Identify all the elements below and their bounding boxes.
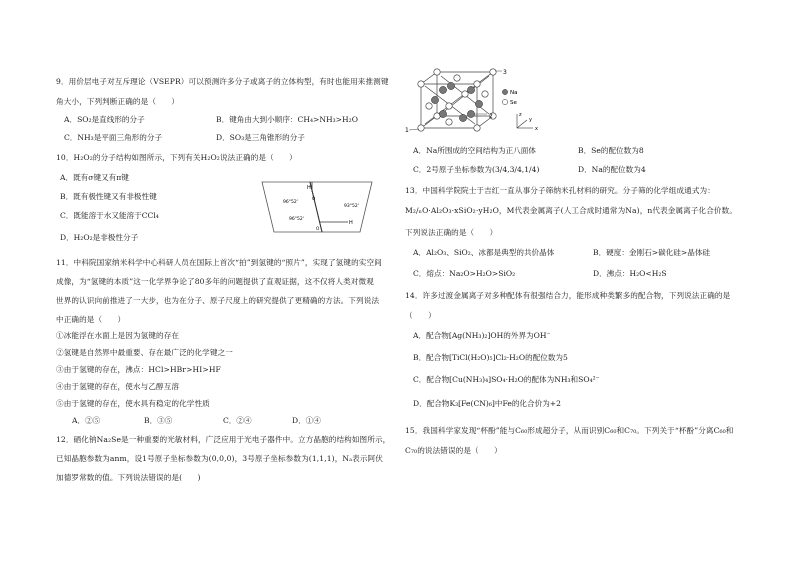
q13-stem-line1: 13．中国科学院院士于吉红一直从事分子筛纳米孔材料的研究。分子筛的化学组成通式为： (405, 186, 715, 195)
q9-option-b: B．键角由大到小顺序：CH₄>NH₃>H₂O (216, 115, 358, 124)
axis-y-label: y (529, 117, 532, 123)
label1-pointer (409, 129, 419, 130)
axis-x-label: x (535, 126, 538, 132)
q14-option-a: A．配合物[Ag(NH₃)₂]OH的外界为OH⁻ (413, 331, 551, 340)
atom-h-top: H (307, 185, 311, 191)
atom-label-1: 1 (405, 127, 409, 134)
angle-label-1: 96°52' (283, 200, 298, 205)
q15-stem-line1: 15．我国科学家发现“杯酚”能与C₆₀形成超分子，从而识别C₆₀和C₇₀。下列关于“杯酚”分离C₆₀和 (405, 426, 734, 435)
q11-stem-line3: 世界的认识向前推进了一大步，也为在分子、原子尺度上的研究提供了更精确的方法。下列说法 (56, 296, 380, 305)
q12-stem-line2: 已知晶胞参数为anm，设1号原子坐标参数为(0,0,0)，3号原子坐标参数为(1,1,1)，Nₐ表示阿伏 (56, 454, 383, 463)
angle-label-3: 96°52' (289, 217, 304, 222)
q11-stem-line2: 成像，为“氢键的本质”这一化学界争论了80多年的问题提供了直观证据，这不仅将人类对微观 (56, 277, 374, 286)
q11-statement-1: ①冰能浮在水面上是因为氢键的存在 (56, 331, 180, 340)
q15-stem-line2: C₇₀的说法错误的是（ ） (405, 446, 502, 455)
legend-se-marker (502, 99, 507, 104)
q10-option-c: C．既能溶于水又能溶于CCl₄ (60, 211, 159, 220)
q11-option-a: A．②⑤ (72, 416, 101, 425)
q11-option-c: C．②④ (223, 416, 252, 425)
q13-option-b: B．硬度：金刚石>碳化硅>晶体硅 (593, 248, 711, 257)
atom-label-2: 2 (489, 113, 493, 120)
left-plane (262, 182, 322, 232)
atom-label-3: 3 (503, 69, 507, 76)
q10-option-b: B．既有极性键又有非极性键 (60, 192, 157, 201)
q11-option-b: B．③⑤ (144, 416, 173, 425)
q9-option-c: C．NH₃是平面三角形的分子 (64, 133, 163, 142)
q12-option-a: A．Na所围成的空间结构为正八面体 (413, 146, 536, 155)
q9-stem-line2: 角大小，下列判断正确的是（ ） (56, 97, 180, 106)
q13-stem-line2: M₂/ₙO·Al₂O₃·xSiO₂·yH₂O，M代表金属离子(人工合成时通常为Na)，n代表金属离子化合价数。 (405, 206, 738, 215)
q11-statement-3: ③由于氢键的存在，沸点：HCl>HBr>HI>HF (56, 365, 221, 374)
axis-z-label: z (519, 112, 522, 118)
h2o2-structure-figure (252, 178, 387, 238)
q12-stem-line1: 12．硒化钠Na₂Se是一种重要的光敏材料，广泛应用于光电子器件中。立方晶胞的结构如图所示， (56, 435, 391, 444)
q13-stem-line3: 下列说法正确的是（ ） (405, 228, 498, 237)
q13-option-a: A．Al₂O₃、SiO₂、冰都是典型的共价晶体 (413, 248, 555, 257)
q11-statement-2: ②氢键是自然界中最重要、存在最广泛的化学键之一 (56, 348, 233, 357)
q9-option-d: D．SO₃是三角锥形的分子 (216, 133, 305, 142)
q14-stem-line1: 14．许多过渡金属离子对多种配体有很强结合力，能形成种类繁多的配合物，下列说法正确的是 (405, 291, 731, 300)
atom-o-top: O (312, 196, 316, 201)
q11-statement-5: ⑤由于氢键的存在，使水具有稳定的化学性质 (56, 399, 210, 408)
atom-o-bottom: O (316, 226, 320, 231)
q14-option-d: D．配合物K₃[Fe(CN)₆]中Fe的化合价为+2 (413, 399, 561, 408)
q10-option-a: A．既有σ键又有π键 (60, 173, 129, 182)
q10-option-d: D．H₂O₂是非极性分子 (60, 233, 139, 242)
legend-se-label: Se (510, 100, 517, 106)
na2se-unit-cell-figure (405, 66, 555, 138)
right-plane (310, 182, 372, 232)
q12-stem-line3: 加德罗常数的值。下列说法错误的是( ) (56, 473, 201, 482)
q12-option-b: B．Se的配位数为8 (578, 146, 644, 155)
legend-na-label: Na (510, 90, 518, 96)
q11-stem-line4: 中正确的是（ ） (56, 315, 126, 324)
angle-label-2: 93°52' (344, 204, 359, 209)
q14-stem-line2: （ ） (405, 311, 436, 320)
q9-stem-line1: 9．用价层电子对互斥理论（VSEPR）可以预测许多分子或离子的立体构型，有时也能用来推测键 (56, 77, 389, 86)
q12-option-c: C．2号原子坐标参数为(3/4,3/4,1/4) (413, 165, 540, 174)
q14-option-b: B．配合物[TiCl(H₂O)₅]Cl₂·H₂O的配位数为5 (413, 353, 568, 362)
q11-statement-4: ④由于氢键的存在，使水与乙醇互溶 (56, 382, 180, 391)
atom-h-bottom: H (349, 220, 353, 226)
legend-na-marker (502, 89, 507, 94)
q10-stem: 10．H₂O₂的分子结构如图所示，下列有关H₂O₂说法正确的是（ ） (56, 153, 297, 162)
q11-stem-line1: 11．中科院国家纳米科学中心科研人员在国际上首次“拍”到氢键的“照片”，实现了氢键的实空间 (56, 258, 382, 267)
q13-option-d: D．沸点：H₂O<H₂S (593, 269, 667, 278)
q9-option-a: A．SO₂是直线形的分子 (64, 115, 145, 124)
q13-option-c: C．熔点：Na₂O>H₂O>SiO₂ (413, 269, 516, 278)
q12-option-d: D．Na的配位数为4 (578, 165, 646, 174)
q11-option-d: D．①④ (292, 416, 321, 425)
q14-option-c: C．配合物[Cu(NH₃)₄]SO₄·H₂O的配体为NH₃和SO₄²⁻ (413, 375, 600, 384)
